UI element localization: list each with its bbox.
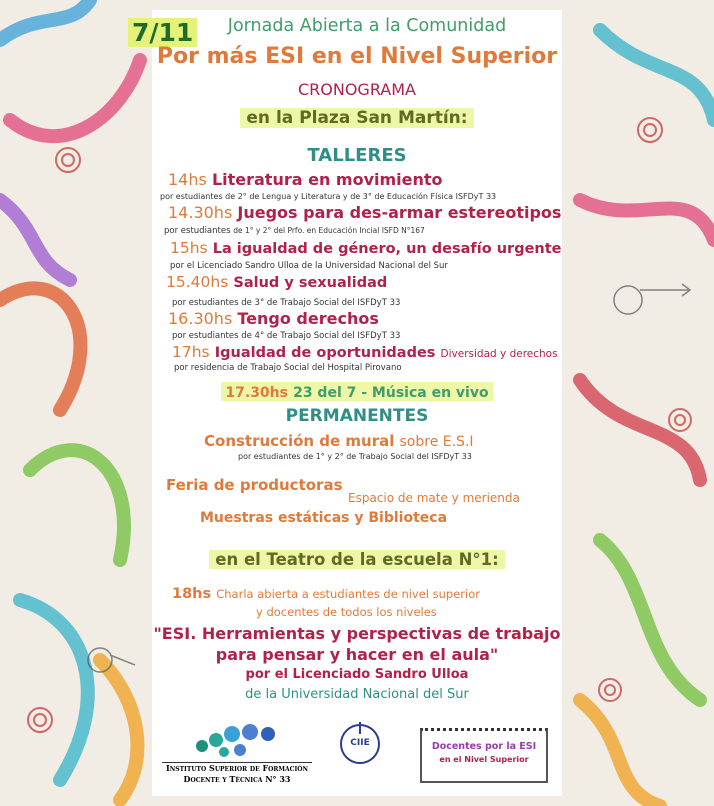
music-line (152, 382, 562, 401)
taller-time: 14hs (168, 170, 207, 189)
muestras-label: Muestras estáticas y Biblioteca (200, 510, 448, 526)
page-title: Por más ESI en el Nivel Superior (156, 44, 558, 69)
taller-item (166, 272, 387, 291)
esi-logo-line2: en el Nivel Superior (439, 755, 529, 764)
isf-logo-icon (162, 722, 312, 762)
taller-by-a: por estudiantes (164, 226, 231, 236)
isf-logo (162, 722, 312, 792)
charla-line (172, 583, 480, 602)
isf-logo-line1: Instituto Superior de Formación (162, 762, 312, 773)
ciie-logo-label: CIIE (350, 738, 370, 748)
taller-item (170, 238, 562, 257)
taller-extra: Diversidad y derechos (440, 348, 558, 360)
schedule-panel (132, 10, 562, 796)
taller-by: por estudiantes de 3° de Trabajo Social del ISFDyT 33 (172, 298, 401, 308)
taller-title: Literatura en movimiento (211, 170, 443, 189)
taller-by: por estudiantes de 4° de Trabajo Social del ISFDyT 33 (172, 331, 401, 341)
music-time: 17.30hs (225, 385, 288, 401)
taller-time: 14.30hs (168, 203, 233, 222)
charla-text-2: y docentes de todos los niveles (256, 605, 437, 619)
schedule-heading: CRONOGRAMA (297, 80, 416, 99)
taller-item (168, 309, 379, 328)
location-plaza-wrapper (152, 108, 562, 128)
taller-item (168, 203, 561, 222)
date-label: 7/11 (128, 18, 197, 47)
mate-label: Espacio de mate y merienda (348, 491, 520, 505)
taller-by: por el Licenciado Sandro Ulloa de la Universidad Nacional del Sur (170, 261, 448, 271)
taller-title: Juegos para des-armar estereotipos (237, 203, 562, 222)
talk-title-1: "ESI. Herramientas y perspectivas de trabajo (153, 624, 561, 643)
taller-title: Salud y sexualidad (233, 275, 388, 291)
taller-by-b: de 1° y 2° del Prfo. en Educación Incial ISFD N°167 (233, 226, 425, 235)
esi-logo (420, 728, 548, 783)
location-plaza: en la Plaza San Martín: (240, 108, 473, 128)
taller-time: 17hs (172, 343, 210, 361)
taller-time: 15hs (170, 239, 208, 257)
event-subtitle: Jornada Abierta a la Comunidad (227, 16, 507, 36)
charla-text: Charla abierta a estudiantes de nivel superior (216, 587, 480, 601)
taller-item (172, 342, 558, 361)
taller-item (168, 170, 443, 189)
feria-label: Feria de productoras (166, 476, 343, 494)
location-teatro: en el Teatro de la escuela N°1: (209, 550, 504, 569)
charla-time: 18hs (172, 586, 212, 602)
esi-logo-line1: Docentes por la ESI (431, 741, 537, 752)
location-teatro-wrapper (152, 550, 562, 569)
taller-by: por estudiantes de 2° de Lengua y Literatura y de 3° de Educación Física ISFDyT 33 (160, 192, 497, 201)
mural-title: Construcción de mural (204, 432, 395, 450)
taller-title: Igualdad de oportunidades (214, 345, 436, 361)
ciie-logo (338, 720, 382, 780)
taller-time: 16.30hs (168, 309, 233, 328)
section-permanentes: PERMANENTES (285, 406, 429, 426)
mural-by: por estudiantes de 1° y 2° de Trabajo Social del ISFDyT 33 (238, 452, 472, 461)
isf-logo-line2: Docente y Técnica N° 33 (183, 774, 291, 784)
mural-line (204, 431, 474, 450)
speaker-1: por el Licenciado Sandro Ulloa (245, 667, 469, 682)
music-text: 23 del 7 - Música en vivo (293, 385, 489, 401)
taller-time: 15.40hs (166, 273, 229, 291)
speaker-2: de la Universidad Nacional del Sur (245, 687, 469, 702)
taller-title: Tengo derechos (237, 309, 379, 328)
section-talleres: TALLERES (307, 145, 407, 166)
taller-title: La igualdad de género, un desafío urgente (212, 241, 562, 257)
taller-by: por residencia de Trabajo Social del Hospital Pirovano (174, 363, 402, 373)
mural-suffix: sobre E.S.I (399, 434, 474, 450)
taller-by (164, 226, 425, 236)
talk-title-2: para pensar y hacer en el aula" (215, 645, 499, 664)
